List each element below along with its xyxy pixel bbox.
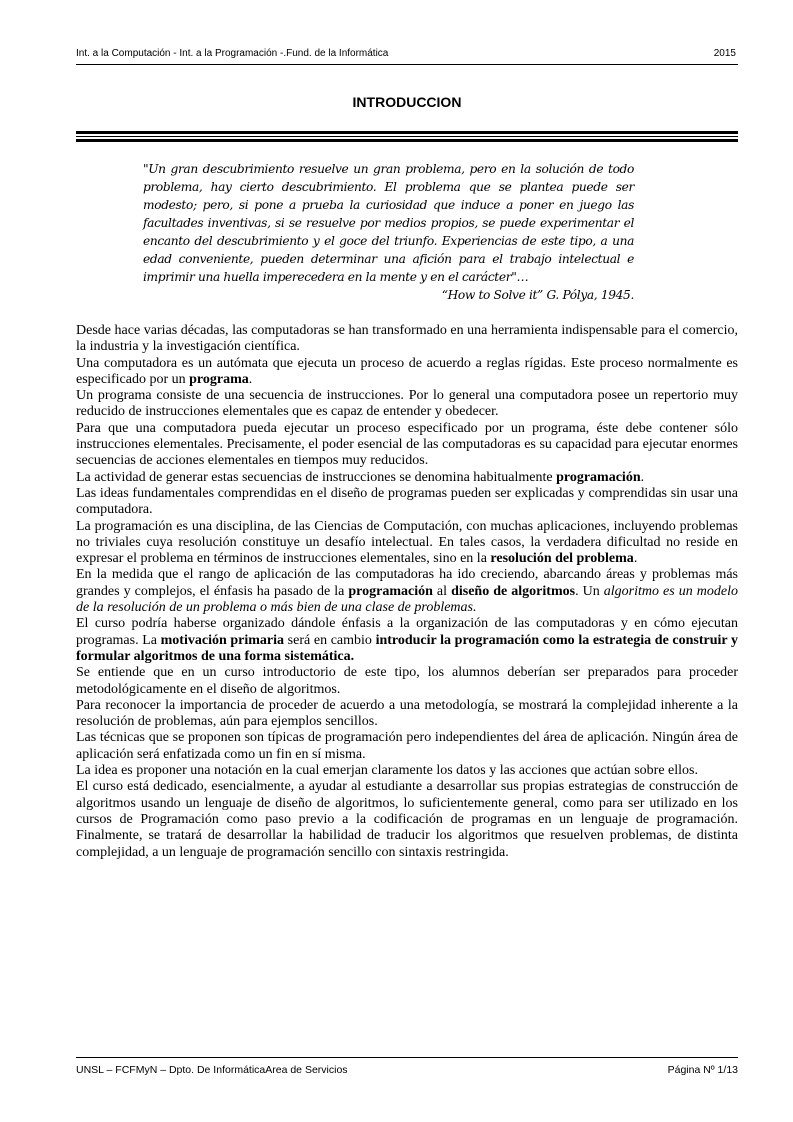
body-text <box>76 323 738 861</box>
paragraph-text: . <box>640 469 645 485</box>
paragraph-text: El curso está dedicado, esencialmente, a ayudar al estudiante a desarrollar sus propias estrategias de construcción de algoritmos usando un lenguaje de diseño de algoritmos, lo suficientemente general, como para ser utilizado en los cursos de Programación como paso previo a la codificación de programas en un lenguaje de programación. Finalmente, se tratará de desarrollar la habilidad de traducir los algoritmos que resuelven problemas, de distinta complejidad, a un lenguaje de programación sencillo con sintaxis restringida. <box>76 779 738 860</box>
paragraph-text: Una computadora es un autómata que ejecuta un proceso de acuerdo a reglas rígidas. Este proceso normalmente es especificado por un <box>76 355 738 387</box>
paragraph <box>76 616 738 665</box>
paragraph-text: La idea es proponer una notación en la cual emerjan claramente los datos y las acciones que actúan sobre ellos. <box>76 763 698 779</box>
paragraph-text: al <box>432 583 452 599</box>
paragraph <box>76 486 738 519</box>
paragraph-text: Para que una computadora pueda ejecutar un proceso especificado por un programa, éste debe contener sólo instrucciones elementales. Precisamente, el poder esencial de las computadoras es su capacidad para ejecutar enormes secuencias de acciones elementales en tiempos muy reducidos. <box>76 420 738 469</box>
title-divider-thick-bottom <box>76 139 738 142</box>
paragraph <box>76 470 738 486</box>
paragraph <box>76 730 738 763</box>
paragraph-italic: algoritmo es un modelo de la resolución de un problema o más bien de una clase de problemas. <box>76 583 738 616</box>
paragraph-text: El curso podría haberse organizado dándole énfasis a la organización de las computadoras y en cómo ejecutan programas. La <box>76 616 738 648</box>
paragraph-text: será en cambio <box>284 632 376 648</box>
paragraph-text: . <box>633 551 638 567</box>
paragraph <box>76 763 738 779</box>
epigraph-quote: "Un gran descubrimiento resuelve un gran problema, pero en la solución de todo problema, hay cierto descubrimiento. El problema que se plantea puede ser modesto; pero, si pone a prueba la curiosidad que induce a poner en juego las facultades inventivas, si se resuelve por medios propios, se puede experimentar el encanto del descubrimiento y el goce del triunfo. Experiencias de este tipo, a una edad conveniente, pueden determinar una afición para el trabajo intelectual e imprimir una huella imperecedera en la mente y en el carácter"… <box>143 162 634 284</box>
paragraph-bold: programa <box>189 371 249 387</box>
paragraph <box>76 567 738 616</box>
paragraph-text: Para reconocer la importancia de proceder de acuerdo a una metodología, se mostrará la complejidad inherente a la resolución de problemas, aún para ejemplos sencillos. <box>76 697 738 730</box>
paragraph-bold: programación <box>348 583 433 599</box>
header-year: 2015 <box>713 48 736 59</box>
paragraph-text: . <box>248 371 253 387</box>
paragraph <box>76 698 738 731</box>
paragraph-text: Las ideas fundamentales comprendidas en el diseño de programas pueden ser explicadas y comprendidas sin usar una computadora. <box>76 485 738 518</box>
title-divider-thick-top <box>76 131 738 134</box>
footer-page-number: Página Nº 1/13 <box>667 1064 738 1076</box>
paragraph <box>76 519 738 568</box>
paragraph-text: Desde hace varias décadas, las computadoras se han transformado en una herramienta indispensable para el comercio, la industria y la investigación científica. <box>76 323 738 355</box>
page-title: INTRODUCCION <box>352 94 462 110</box>
paragraph <box>76 779 738 860</box>
paragraph-text: La programación es una disciplina, de las Ciencias de Computación, con muchas aplicaciones, incluyendo problemas no triviales cuya resolución constituye un desafío intelectual. En tales casos, la verdadera dificultad no reside en expresar el problema en términos de instrucciones elementales, sino en la <box>76 518 738 567</box>
paragraph-bold: introducir la programación como la estrategia de construir y formular algoritmos de una forma sistemática. <box>76 632 739 664</box>
paragraph-bold: diseño de algoritmos <box>451 583 576 599</box>
paragraph <box>76 665 738 698</box>
paragraph-text: Un programa consiste de una secuencia de instrucciones. Por lo general una computadora posee un repertorio muy reducido de instrucciones elementales que es capaz de entender y obedecer. <box>76 388 738 420</box>
paragraph <box>76 323 738 356</box>
paragraph <box>76 356 738 389</box>
page-footer <box>76 1057 738 1076</box>
header-course-title: Int. a la Computación - Int. a la Programación -.Fund. de la Informática <box>76 48 389 59</box>
paragraph-bold: motivación primaria <box>160 632 285 648</box>
paragraph-bold: resolución del problema <box>490 551 634 567</box>
paragraph-text: Las técnicas que se proponen son típicas de programación pero independientes del área de aplicación. Ningún área de aplicación será enfatizada como un fin en sí misma. <box>76 730 738 762</box>
paragraph-text: En la medida que el rango de aplicación de las computadoras ha ido creciendo, abarcando áreas y problemas más grandes y complejos, el énfasis ha pasado de la <box>76 567 738 599</box>
paragraph-text: Se entiende que en un curso introductorio de este tipo, los alumnos deberían ser preparados para proceder metodológicamente en el diseño de algoritmos. <box>76 665 738 697</box>
epigraph-source: “How to Solve it” G. Pólya, 1945. <box>441 288 634 302</box>
title-divider-thin <box>76 136 738 137</box>
paragraph <box>76 388 738 421</box>
page-header <box>76 46 738 65</box>
paragraph <box>76 421 738 470</box>
paragraph-bold: programación <box>556 469 641 485</box>
paragraph-text: La actividad de generar estas secuencias de instrucciones se denomina habitualmente <box>76 469 557 485</box>
footer-institution: UNSL – FCFMyN – Dpto. De InformáticaArea de Servicios <box>76 1064 348 1076</box>
paragraph-text: . Un <box>575 583 604 599</box>
